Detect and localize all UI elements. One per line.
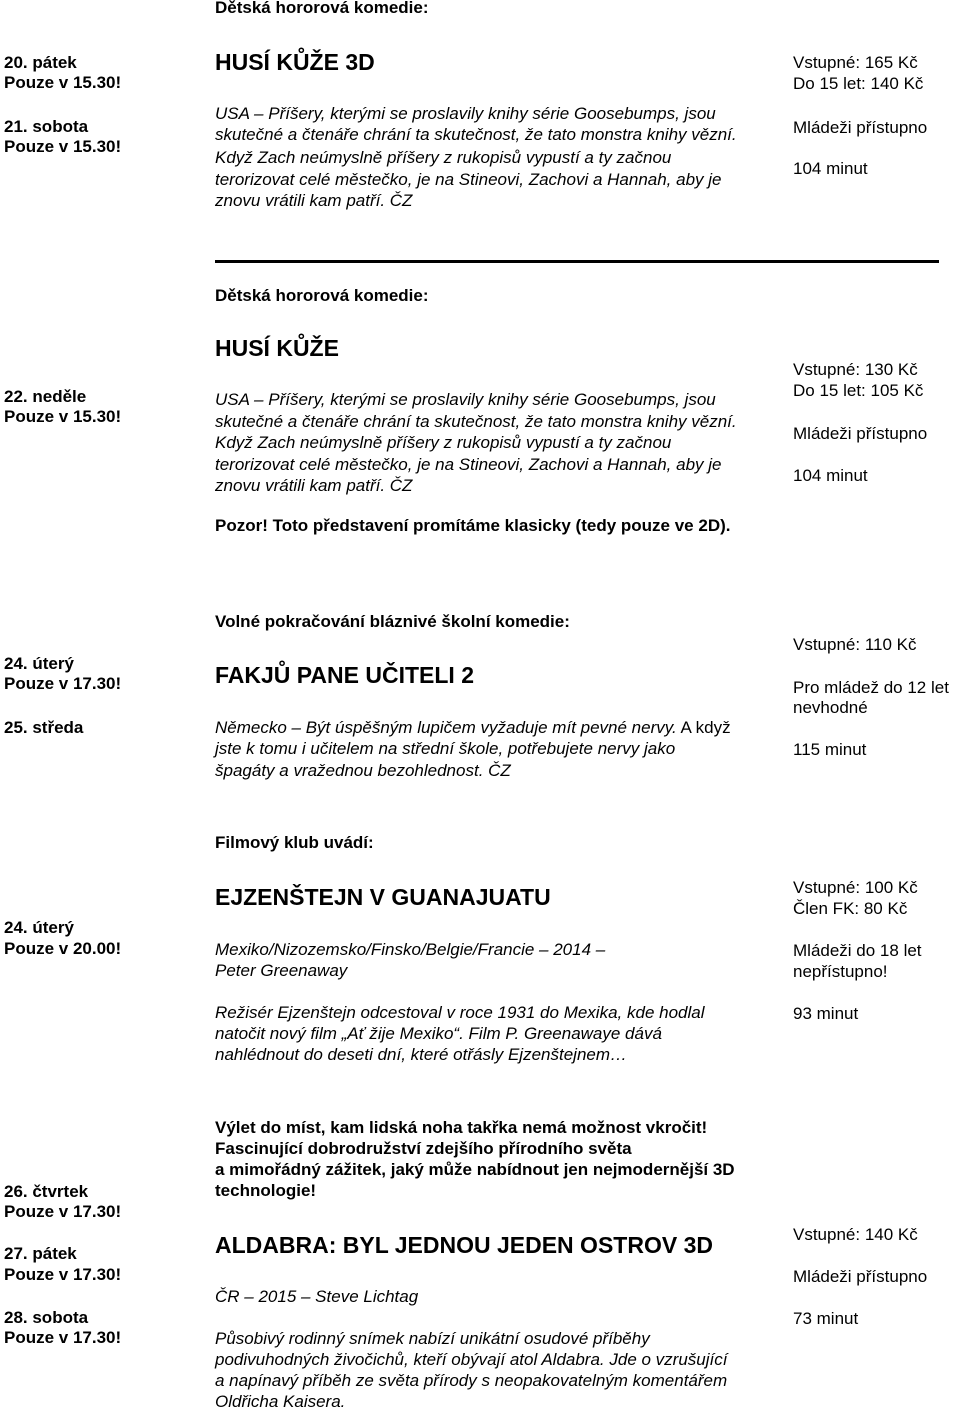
age-rating-cont: nevhodné (793, 698, 868, 717)
age-rating: Mládeži do 18 let (793, 941, 922, 960)
intro-line: a mimořádný zážitek, jaký může nabídnout jen nejmodernější 3D (215, 1160, 735, 1179)
date-day: 20. pátek (4, 53, 77, 72)
runtime: 73 minut (793, 1309, 859, 1328)
runtime: 104 minut (793, 466, 868, 485)
origin-line: ČR – 2015 – Steve Lichtag (215, 1287, 419, 1306)
age-rating-cont: nepřístupno! (793, 962, 888, 981)
description-line: jste k tomu i učitelem na střední škole, potřebujete nervy jako (215, 739, 676, 758)
runtime: 115 minut (793, 740, 867, 759)
section-divider (215, 260, 939, 263)
date-day: 24. úterý (4, 654, 74, 673)
date-day: 24. úterý (4, 918, 74, 937)
category-label: Filmový klub uvádí: (215, 833, 374, 852)
date-day: 25. středa (4, 718, 84, 737)
date-time: Pouze v 20.00! (4, 939, 122, 958)
age-rating: Mládeži přístupno (793, 424, 928, 443)
description-line: nahlédnout do deseti dní, které otřásly Ejzenštejnem… (215, 1045, 628, 1064)
date-time: Pouze v 17.30! (4, 1202, 122, 1221)
description-line: skutečné a čtenáře chrání ta skutečnost, že tato monstra knihy vězní. (215, 412, 737, 431)
description-line: znovu vrátili kam patří. ČZ (215, 476, 413, 495)
description-line: USA – Příšery, kterými se proslavily knihy série Goosebumps, jsou (215, 390, 716, 409)
ticket-price-child: Do 15 let: 105 Kč (793, 381, 924, 400)
description-lead: Německo – Být úspěšným lupičem vyžaduje mít pevné nervy. (215, 718, 677, 737)
description-line: a napínavý příběh ze světa přírody s neopakovatelným komentářem (215, 1371, 728, 1390)
description-line: skutečné a čtenáře chrání ta skutečnost, že tato monstra knihy vězní. (215, 125, 737, 144)
date-day: 21. sobota (4, 117, 89, 136)
date-time: Pouze v 17.30! (4, 674, 122, 693)
origin-line: Mexiko/Nizozemsko/Finsko/Belgie/Francie – 2014 – (215, 940, 606, 959)
movie-title: HUSÍ KŮŽE 3D (215, 49, 375, 75)
director-line: Peter Greenaway (215, 961, 348, 980)
description-line: terorizovat celé městečko, je na Stineovi, Zachovi a Hannah, aby je (215, 455, 722, 474)
date-day: 28. sobota (4, 1308, 89, 1327)
description-line: natočit nový film „Ať žije Mexiko“. Film P. Greenawaye dává (215, 1024, 662, 1043)
date-time: Pouze v 15.30! (4, 73, 122, 92)
ticket-price: Vstupné: 165 Kč (793, 53, 918, 72)
movie-title: ALDABRA: BYL JEDNOU JEDEN OSTROV 3D (215, 1232, 713, 1258)
description-line (215, 717, 731, 738)
date-day: 27. pátek (4, 1244, 77, 1263)
age-rating: Pro mládež do 12 let (793, 678, 949, 697)
date-time: Pouze v 17.30! (4, 1328, 122, 1347)
date-time: Pouze v 17.30! (4, 1265, 122, 1284)
ticket-price: Vstupné: 140 Kč (793, 1225, 918, 1244)
runtime: 104 minut (793, 159, 868, 178)
age-rating: Mládeži přístupno (793, 118, 928, 137)
description-line: Když Zach neúmyslně příšery z rukopisů vypustí a ty začnou (215, 148, 672, 167)
ticket-price: Vstupné: 130 Kč (793, 360, 918, 379)
category-label: Volné pokračování bláznivé školní komedie: (215, 612, 570, 631)
description-line: Režisér Ejzenštejn odcestoval v roce 1931 do Mexika, kde hodlal (215, 1003, 705, 1022)
description-line: Oldřicha Kaisera. (215, 1392, 346, 1411)
description-line: znovu vrátili kam patří. ČZ (215, 191, 413, 210)
runtime: 93 minut (793, 1004, 859, 1023)
ticket-price-child: Do 15 let: 140 Kč (793, 74, 924, 93)
movie-title: HUSÍ KŮŽE (215, 335, 339, 361)
description-line: špagáty a vražednou bezohlednost. ČZ (215, 761, 511, 780)
description-line: Když Zach neúmyslně příšery z rukopisů vypustí a ty začnou (215, 433, 672, 452)
movie-title: EJZENŠTEJN V GUANAJUATU (215, 884, 551, 910)
date-time: Pouze v 15.30! (4, 407, 122, 426)
intro-line: Fascinující dobrodružství zdejšího přírodního světa (215, 1139, 632, 1158)
category-label: Dětská hororová komedie: (215, 286, 429, 305)
description-line: USA – Příšery, kterými se proslavily knihy série Goosebumps, jsou (215, 104, 716, 123)
intro-line: Výlet do míst, kam lidská noha takřka nemá možnost vkročit! (215, 1118, 708, 1137)
category-label: Dětská hororová komedie: (215, 0, 429, 17)
description-line: Působivý rodinný snímek nabízí unikátní osudové příběhy (215, 1329, 650, 1348)
date-day: 26. čtvrtek (4, 1182, 89, 1201)
format-note: Pozor! Toto představení promítáme klasicky (tedy pouze ve 2D). (215, 516, 731, 535)
description-rest: A když (676, 718, 731, 737)
intro-line: technologie! (215, 1181, 317, 1200)
movie-title: FAKJŮ PANE UČITELI 2 (215, 662, 474, 688)
date-time: Pouze v 15.30! (4, 137, 122, 156)
description-line: terorizovat celé městečko, je na Stineovi, Zachovi a Hannah, aby je (215, 170, 722, 189)
age-rating: Mládeži přístupno (793, 1267, 928, 1286)
date-day: 22. neděle (4, 387, 87, 406)
ticket-price: Vstupné: 110 Kč (793, 635, 917, 654)
description-line: podivuhodných živočichů, kteří obývají atol Aldabra. Jde o vzrušující (215, 1350, 728, 1369)
ticket-price-member: Člen FK: 80 Kč (793, 899, 908, 918)
ticket-price: Vstupné: 100 Kč (793, 878, 918, 897)
